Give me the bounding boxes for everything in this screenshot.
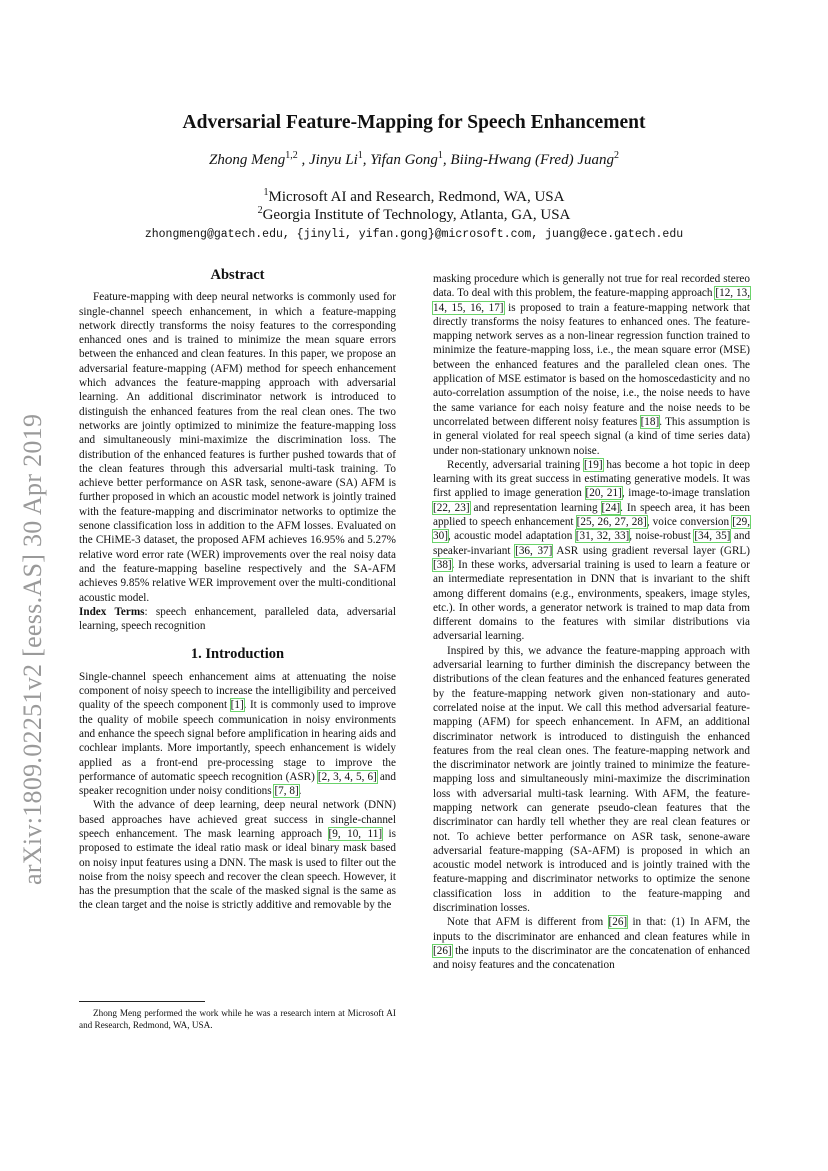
paragraph-text: ASR using gradient reversal layer (GRL) [552, 544, 750, 557]
arxiv-stamp-text: arXiv:1809.02251v2 [eess.AS] 30 Apr 2019 [18, 413, 47, 885]
index-terms [79, 605, 396, 634]
paragraph-text: is proposed to train a feature-mapping network that directly transforms the noisy features to enhanced ones. The feature-mapping network serves as a non-linear regression function trained to minimize the feature-mapping loss, i.e., the mean square error (MSE) between the enhanced features and the paralleled clean ones. The application of MSE estimator is based on the homoscedasticity and no auto-correlation assumption of the noise, i.e., the noise needs to have the same variance for each noisy feature and the noise needs to be uncorrelated between different noisy features [433, 301, 750, 428]
paragraph-text: , image-to-image translation [621, 487, 751, 500]
author-affiliation-marker: 1 [437, 150, 443, 161]
citation-link[interactable]: [34, 35] [694, 530, 731, 543]
author-name: Yifan Gong [370, 152, 438, 168]
body-paragraph [433, 915, 750, 972]
author-separator: , [362, 152, 371, 168]
paragraph-text: and speaker-invariant [433, 530, 751, 557]
body-paragraph [433, 644, 750, 916]
affiliation-2-text: Georgia Institute of Technology, Atlanta, GA, USA [262, 207, 571, 223]
introduction-right-body [433, 272, 750, 973]
body-paragraph [79, 798, 396, 912]
paragraph-text: is proposed to estimate the ideal ratio mask or ideal binary mask based on noisy input features using a DNN. The mask is used to filter out the noise from the noisy speech and recover the clean speech. However, it has the presumption that the scale of the masked signal is the same as the clean target and the noise is strictly additive and removable by the [79, 827, 396, 912]
citation-link[interactable]: [12, 13, 14, 15, 16, 17] [433, 287, 750, 314]
index-terms-label: Index Terms [79, 605, 145, 618]
body-paragraph [79, 670, 396, 799]
citation-link[interactable]: [18] [640, 415, 660, 428]
citation-link[interactable]: [7, 8] [274, 785, 299, 798]
author-emails: zhongmeng@gatech.edu, {jinyli, yifan.gong}@microsoft.com, juang@ece.gatech.edu [144, 228, 684, 241]
citation-link[interactable]: [26] [433, 944, 452, 957]
citation-link[interactable]: [31, 32, 33] [575, 530, 630, 543]
left-column [79, 268, 396, 913]
author-affiliation-marker: 1,2 [285, 150, 298, 161]
body-paragraph [433, 272, 750, 458]
author-separator: , [442, 152, 451, 168]
introduction-heading: 1. Introduction [190, 646, 285, 663]
paragraph-text: . This assumption is in general violated for real speech signal (a kind of time series data) under non-stationary unknown noise. [433, 415, 750, 457]
abstract-text: Feature-mapping with deep neural networks is commonly used for single-channel speech enhancement, in which a feature-mapping network directly transforms the noisy features to the corresponding enhanced ones and is trained to minimize the mean square errors between the enhanced and clean features. In this paper, we propose an adversarial feature-mapping (AFM) method for speech enhancement which advances the feature-mapping approach with adversarial learning. An additional discriminator network is introduced to distinguish the enhanced features from the real clean ones. The two networks are jointly optimized to minimize the feature-mapping loss and simultaneously mini-maximize the discrimination loss. The distribution of the enhanced features is further pushed towards that of the clean features through this adversarial multi-task training. To achieve better performance on ASR task, senone-aware (SA) AFM is further proposed in which an acoustic model network is jointly trained with the feature-mapping and discriminator networks to optimize the senone classification loss in addition to the AFM losses. Evaluated on the CHiME-3 dataset, the proposed AFM achieves 16.95% and 5.27% relative word error rate (WER) improvements over the real noisy data and the feature-mapping baseline respectively and the SA-AFM achieves 9.85% relative WER improvement over the multi-conditional acoustic model. [79, 291, 396, 604]
author-name: Zhong Meng [209, 152, 286, 168]
body-paragraph [433, 458, 750, 644]
affiliation-1 [0, 187, 828, 206]
paragraph-text: , acoustic model adaptation [447, 530, 576, 543]
paragraph-text: , voice conversion [646, 516, 733, 529]
citation-link[interactable]: [20, 21] [585, 487, 622, 500]
affiliation-1-text: Microsoft AI and Research, Redmond, WA, USA [268, 189, 565, 205]
paragraph-text: and representation learning [469, 501, 602, 514]
citation-link[interactable]: [29, 30] [433, 516, 750, 543]
paragraph-text: With the advance of deep learning, deep neural network (DNN) based approaches have achieved great success in single-channel speech enhancement. The mask learning approach [79, 799, 396, 840]
author-list [0, 150, 828, 169]
author-separator: , [297, 152, 309, 168]
author-name: Biing-Hwang (Fred) Juang [450, 152, 614, 168]
arxiv-stamp [14, 360, 60, 890]
citation-link[interactable]: [26] [608, 916, 628, 929]
citation-link[interactable]: [19] [583, 458, 603, 471]
paragraph-text: has become a hot topic in deep learning with its great success in estimating generative models. It was first applied to image generation [433, 458, 750, 500]
paragraph-text: . In these works, adversarial training is used to learn a feature or an intermediate representation in DNN that is invariant to the shift among different domains (e.g., environments, speakers, image styles, etc.). In other words, a generator network is trained to map data from different domains to the features with similar distributions via adversarial learning. [433, 558, 750, 643]
citation-link[interactable]: [1] [230, 699, 244, 712]
citation-link[interactable]: [24] [601, 501, 621, 514]
abstract [79, 290, 396, 605]
paragraph-text: the inputs to the discriminator are the concatenation of enhanced and noisy features and the concatenation [433, 944, 750, 972]
paragraph-text: . In speech area, it has been applied to speech enhancement [433, 501, 750, 529]
author-affiliation-marker: 2 [614, 150, 619, 161]
footnote: Zhong Meng performed the work while he was a research intern at Microsoft AI and Research, Redmond, WA, USA. [79, 1008, 396, 1030]
citation-link[interactable]: [38] [433, 558, 452, 571]
affiliation-2-marker: 2 [257, 205, 263, 216]
author-affiliation-marker: 1 [357, 150, 363, 161]
citation-link[interactable]: [25, 26, 27, 28] [576, 516, 647, 529]
paragraph-text: Recently, adversarial training [447, 458, 584, 471]
paragraph-text: , noise-robust [629, 530, 695, 543]
affiliation-2 [0, 205, 828, 224]
paragraph-text: Single-channel speech enhancement aims at attenuating the noise component of noisy speech to increase the intelligibility and perceived quality of the speech component [79, 670, 396, 712]
citation-link[interactable]: [2, 3, 4, 5, 6] [317, 770, 377, 783]
paper-title: Adversarial Feature-Mapping for Speech Enhancement [182, 112, 646, 133]
paragraph-text: masking procedure which is generally not true for real recorded stereo data. To deal with this problem, the feature-mapping approach [433, 273, 750, 300]
index-terms-text: : speech enhancement, paralleled data, adversarial learning, speech recognition [79, 605, 396, 633]
paragraph-text: . It is commonly used to improve the quality of mobile speech communication in noisy environments and enhance the speech signal before amplification in hearing aids and cochlear implants. More importantly, speech enhancement is widely applied as a front-end pre-processing stage to improve the performance of automatic speech recognition (ASR) [79, 699, 396, 783]
paragraph-text: Note that AFM is different from [447, 916, 609, 929]
abstract-heading: Abstract [210, 267, 265, 283]
paragraph-text: . [298, 785, 302, 798]
author-name: Jinyu Li [309, 152, 358, 168]
right-column [433, 272, 750, 973]
paragraph-text: in that: (1) In AFM, the inputs to the discriminator are enhanced and clean features while in [433, 916, 751, 943]
paragraph-text: Inspired by this, we advance the feature-mapping approach with adversarial learning to further diminish the discrepancy between the distributions of the clean features and the enhanced features generated by the feature-mapping network given non-stationary and auto-correlated noise at the input. We call this method adversarial feature-mapping (AFM) for speech enhancement. In AFM, an additional discriminator network is introduced to distinguish the enhanced features from the real clean ones. The feature-mapping network and the discriminator network are jointly trained to minimize the feature-mapping loss and simultaneously mini-maximize the discrimination loss with adversarial multi-task learning. With AFM, the feature-mapping network can generate pseudo-clean features that the discriminator can hardly tell whether they are real clean features or not. To achieve better performance on ASR task, senone-aware adversarial feature-mapping (SA-AFM) is proposed in which an acoustic model network is introduced and is jointly trained with the feature-mapping and discriminator networks to optimize the senone classification loss in addition to the feature-mapping and discrimination losses. [433, 644, 750, 915]
footnote-rule [79, 1001, 205, 1002]
citation-link[interactable]: [36, 37] [515, 544, 553, 557]
paragraph-text: and speaker recognition under noisy conditions [79, 770, 396, 798]
citation-link[interactable]: [9, 10, 11] [328, 827, 383, 840]
introduction-left-body [79, 670, 396, 913]
citation-link[interactable]: [22, 23] [433, 501, 470, 514]
affiliation-1-marker: 1 [263, 187, 269, 198]
